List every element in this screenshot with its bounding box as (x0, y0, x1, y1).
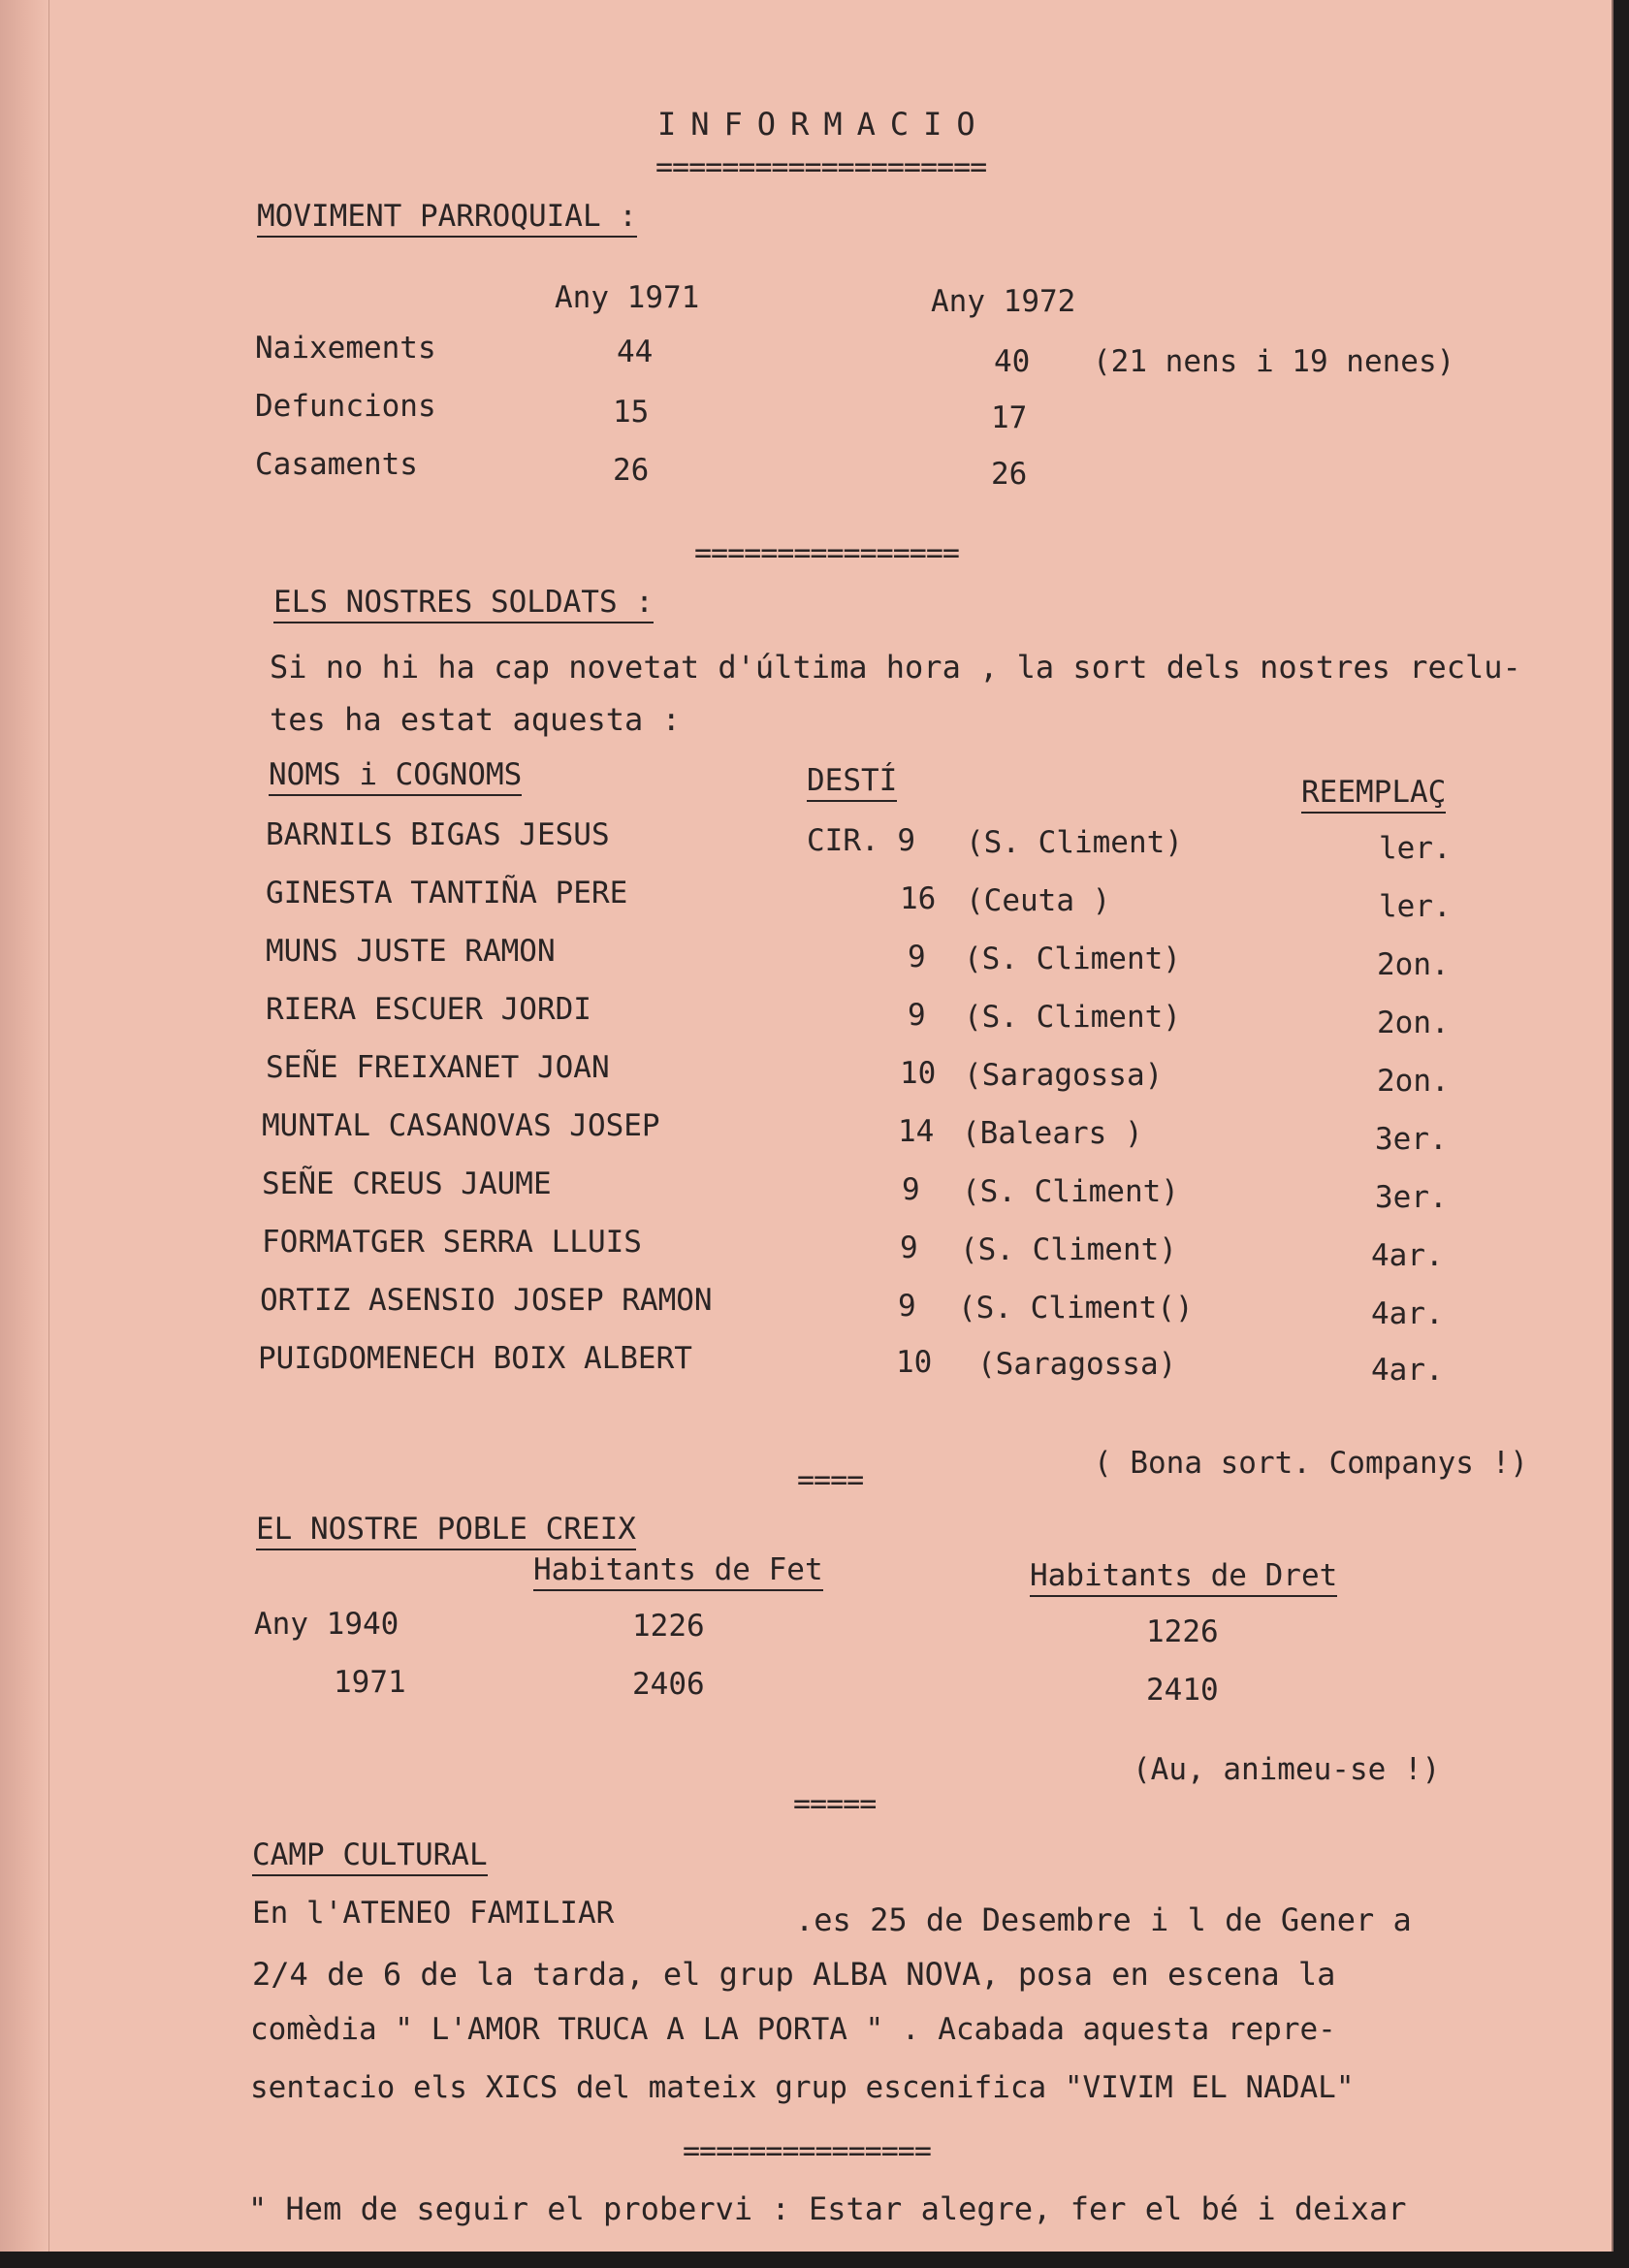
soldat-desti-lloc: (Saragossa) (977, 1347, 1177, 1382)
moviment-col-1971: Any 1971 (555, 280, 700, 315)
soldat-nom: ORTIZ ASENSIO JOSEP RAMON (260, 1283, 713, 1318)
moviment-row-1972: 26 (991, 457, 1028, 492)
moviment-row-1971: 44 (617, 335, 654, 369)
poble-row-dret: 2410 (1146, 1673, 1219, 1708)
soldats-col-noms: NOMS i COGNOMS (269, 760, 522, 790)
poble-row-fet: 2406 (632, 1667, 705, 1702)
soldats-col-reemplac: REEMPLAÇ (1301, 778, 1446, 808)
soldat-desti-num: 9 (902, 1172, 920, 1207)
moviment-row-label: Naixements (255, 331, 436, 366)
soldat-reemplac: 4ar. (1371, 1238, 1444, 1273)
soldat-nom: FORMATGER SERRA LLUIS (262, 1225, 642, 1260)
soldat-desti-lloc: (S. Climent) (964, 1000, 1181, 1035)
soldat-desti-lloc: (S. Climent) (960, 1232, 1177, 1267)
cultural-heading: CAMP CULTURAL (252, 1840, 488, 1870)
soldat-reemplac: 2on. (1377, 1006, 1450, 1040)
soldat-desti-num: 9 (908, 998, 926, 1033)
soldat-desti-num: 9 (900, 1230, 918, 1265)
soldat-desti-num: CIR. 9 (807, 823, 915, 858)
soldat-desti-num: 14 (898, 1114, 935, 1149)
cultural-line-4: sentacio els XICS del mateix grup escenifica "VIVIM EL NADAL" (250, 2070, 1355, 2105)
soldat-reemplac: ler. (1379, 831, 1452, 866)
soldats-intro-line-2: tes ha estat aquesta : (270, 701, 681, 738)
page-binding (0, 0, 49, 2252)
soldat-desti-num: 9 (908, 940, 926, 974)
soldat-reemplac: 3er. (1375, 1180, 1448, 1215)
poble-rule: ===== (793, 1787, 877, 1821)
soldat-desti-lloc: (S. Climent() (958, 1291, 1194, 1326)
cultural-line-2: 2/4 de 6 de la tarda, el grup ALBA NOVA, posa en escena la (252, 1956, 1336, 1993)
cultural-rule: =============== (683, 2134, 931, 2168)
soldat-nom: SEÑE CREUS JAUME (262, 1166, 552, 1201)
soldats-col-desti: DESTÍ (807, 766, 897, 796)
soldat-reemplac: 2on. (1377, 947, 1450, 982)
poble-col-fet: Habitants de Fet (533, 1555, 823, 1585)
soldat-nom: MUNTAL CASANOVAS JOSEP (262, 1108, 660, 1143)
moviment-row-label: Casaments (255, 447, 418, 482)
soldat-desti-lloc: (S. Climent) (962, 1174, 1179, 1209)
soldat-nom: PUIGDOMENECH BOIX ALBERT (258, 1341, 692, 1376)
soldats-closing: ( Bona sort. Companys !) (1094, 1446, 1528, 1481)
title-rule: ==================== (655, 150, 987, 184)
soldat-desti-lloc: (S. Climent) (964, 942, 1181, 976)
soldat-nom: GINESTA TANTIÑA PERE (266, 876, 628, 910)
cultural-line-3: comèdia " L'AMOR TRUCA A LA PORTA " . Acabada aquesta repre- (250, 2012, 1336, 2047)
moviment-row-1972: 17 (991, 400, 1028, 435)
poble-row-fet: 1226 (632, 1609, 705, 1644)
soldat-desti-num: 16 (900, 881, 937, 916)
soldat-reemplac: 3er. (1375, 1122, 1448, 1157)
poble-closing: (Au, animeu-se !) (1133, 1752, 1441, 1787)
soldats-intro-line-1: Si no hi ha cap novetat d'última hora , la sort dels nostres reclu- (270, 649, 1521, 686)
poble-row-dret: 1226 (1146, 1614, 1219, 1649)
soldat-reemplac: ler. (1379, 889, 1452, 924)
soldat-desti-lloc: (Ceuta ) (966, 883, 1111, 918)
moviment-row-1971: 15 (613, 395, 650, 430)
soldat-desti-num: 9 (898, 1289, 916, 1324)
cultural-line-1b: .es 25 de Desembre i l de Gener a (795, 1901, 1412, 1938)
moviment-row-1972: 40 (994, 344, 1031, 379)
soldat-reemplac: 4ar. (1371, 1296, 1444, 1331)
soldat-nom: SEÑE FREIXANET JOAN (266, 1050, 610, 1085)
soldat-desti-lloc: (S. Climent) (966, 825, 1183, 860)
moviment-rule: ================ (694, 536, 959, 570)
soldat-nom: RIERA ESCUER JORDI (266, 992, 591, 1027)
soldat-desti-num: 10 (896, 1345, 933, 1380)
poble-row-any: 1971 (334, 1665, 406, 1700)
page-title: INFORMACIO (657, 106, 990, 143)
soldat-nom: BARNILS BIGAS JESUS (266, 817, 610, 852)
moviment-row-note: (21 nens i 19 nenes) (1093, 344, 1455, 379)
moviment-heading: MOVIMENT PARROQUIAL : (257, 202, 637, 232)
soldat-desti-lloc: (Saragossa) (964, 1058, 1164, 1093)
soldat-reemplac: 2on. (1377, 1064, 1450, 1099)
moviment-row-label: Defuncions (255, 389, 436, 424)
poble-col-dret: Habitants de Dret (1030, 1561, 1337, 1591)
soldat-nom: MUNS JUSTE RAMON (266, 934, 556, 969)
soldat-reemplac: 4ar. (1371, 1353, 1444, 1388)
soldats-rule: ==== (797, 1463, 864, 1497)
poble-heading: EL NOSTRE POBLE CREIX (256, 1515, 636, 1545)
soldat-desti-lloc: (Balears ) (962, 1116, 1143, 1151)
cultural-line-1a: En l'ATENEO FAMILIAR (252, 1896, 615, 1931)
soldats-heading: ELS NOSTRES SOLDATS : (273, 588, 654, 618)
soldat-desti-num: 10 (900, 1056, 937, 1091)
moviment-col-1972: Any 1972 (931, 284, 1076, 319)
footer-quote: " Hem de seguir el probervi : Estar alegre, fer el bé i deixar (248, 2190, 1407, 2227)
moviment-row-1971: 26 (613, 453, 650, 488)
poble-row-any: Any 1940 (254, 1607, 399, 1642)
